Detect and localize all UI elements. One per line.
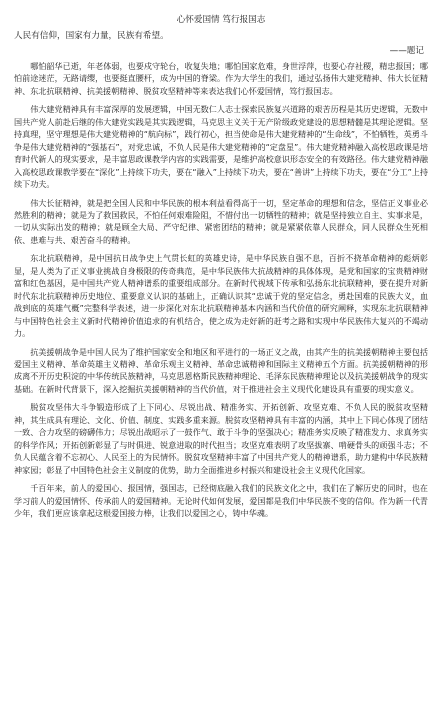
document-title: 心怀爱国情 笃行报国志 xyxy=(176,15,266,25)
paragraph-party-spirit: 伟大建党精神具有丰富深厚的发展逻辑，中国无数仁人志士探索民族复兴道路的艰苦历程是其历史逻辑，无数中国共产党人前赴后继的伟大建党实践是其实践逻辑，马克思主义关于无产阶级政党建设的思想精髓是其理论逻辑。坚持真理，坚守理想是伟大建党精神的“航向标”，践行初心，担当使命是伟大建党精神的“生命线”，不怕牺牲，英勇斗争是伟大建党精神的“强基石”，对党忠诚，不负人民是伟大建党精神的“定盘星”。伟大建党精神融入高校思政课是培育时代新人的现实要求，是丰富思政课教学内容的实践需要，是维护高校意识形态安全的有效路径。伟大建党精神融入高校思政课教学要在“深化”上持续下功夫，要在“融入”上持续下功夫，要在“善讲”上持续下功夫，要在“分工”上持续下功夫。 xyxy=(14,104,428,190)
epigraph-attribution: ——题记 xyxy=(389,46,424,56)
paragraph-conclusion: 千百年来，前人的爱国心、报国情，强国志，已经彻底融入我们的民族文化之中，我们在了解历史的同时，也在学习前人的爱国情怀、传承前人的爱国精神。无论时代如何发展，爱国都是我们中华民族不变的信仰。作为新一代青少年，我们更应该拿起这根爱国接力棒，让我们以爱国之心，铸中华魂。 xyxy=(14,483,428,518)
paragraph-intro: 哪怕韶华已逝，年老体弱，也要戍守轮台，收复失地；哪怕国家危难，身世浮萍，也要心存社稷，精忠报国；哪怕前途迷茫，无路请缨，也要挺直腰杆，成为中国的脊梁。作为大学生的我们，通过弘扬伟大建党精神、伟大长征精神、东北抗联精神、抗美援朝精神、脱贫攻坚精神等来表达我们心怀爱国情，笃行报国志。 xyxy=(14,61,428,96)
paragraph-northeast-anti-japanese: 东北抗联精神，是中国抗日战争史上气贯长虹的英雄史诗，是中华民族自强不息，百折不挠革命精神的彪炳彰显，是人类为了正义事业挑战自身极限的传奇典范，是中华民族伟大抗战精神的具体体现，是党和国家的宝贵精神财富和红色基因，是中国共产党人精神谱系的重要组成部分。在新时代视域下传承和弘扬东北抗联精神，要在提升对新时代东北抗联精神历史地位、重要意义认识的基础上，正确认识其“忠诚于党的坚定信念，勇赴国难的民族大义，血战到底的英雄气概”完整科学表述，进一步深化对东北抗联精神基本内涵和当代价值的研究阐释，实现东北抗联精神与中国特色社会主义新时代精神价值追求的有机结合，使之成为走好新的赶考之路和实现中华民族伟大复兴的不竭动力。 xyxy=(14,253,428,339)
epigraph: 人民有信仰，国家有力量，民族有希望。 xyxy=(14,31,169,41)
paragraph-long-march: 伟大长征精神，就是把全国人民和中华民族的根本利益看得高于一切，坚定革命的理想和信念，坚信正义事业必然胜利的精神；就是为了救国救民，不怕任何艰难险阻，不惜付出一切牺牲的精神；就是坚持独立自主、实事求是，一切从实际出发的精神；就是顾全大局、严守纪律、紧密团结的精神；就是紧紧依靠人民群众，同人民群众生死相依、患难与共、艰苦奋斗的精神。 xyxy=(14,197,428,245)
paragraph-korean-war: 抗美援朝战争是中国人民为了维护国家安全和地区和平进行的一场正义之战，由其产生的抗美援朝精神主要包括爱国主义精神、革命英雄主义精神、革命乐观主义精神、革命忠诚精神和国际主义精神五个方面。抗美援朝精神的形成离不开历史积淀的中华传统民族精神，马克思恩格斯民族精神理论、毛泽东民族精神理论以及抗美援朝战争的现实基础。在新时代背景下，深入挖掘抗美援朝精神的当代价值，对于推进社会主义现代化建设具有重要的现实意义。 xyxy=(14,346,428,394)
paragraph-poverty-alleviation: 脱贫攻坚伟大斗争锻造形成了上下同心、尽锐出战、精准务实、开拓创新、攻坚克难、不负人民的脱贫攻坚精神，其生成具有理论、文化、价值、制度、实践多重来源。脱贫攻坚精神具有丰富的内涵，其中上下同心体现了团结一致、合力攻坚的磅礴伟力；尽锐出战昭示了一鼓作气、敢于斗争的坚强决心；精准务实反映了精准发力、求真务实的科学作风；开拓创新彰显了与时俱进、锐意进取的时代担当；攻坚克难表明了攻坚拔寨、啃硬骨头的顽强斗志；不负人民蕴含着不忘初心、人民至上的为民情怀。脱贫攻坚精神丰富了中国共产党人的精神谱系，助力建构中华民族精神家园；彰显了中国特色社会主义制度的优势，助力全面推进乡村振兴和建设社会主义现代化国家。 xyxy=(14,402,428,475)
